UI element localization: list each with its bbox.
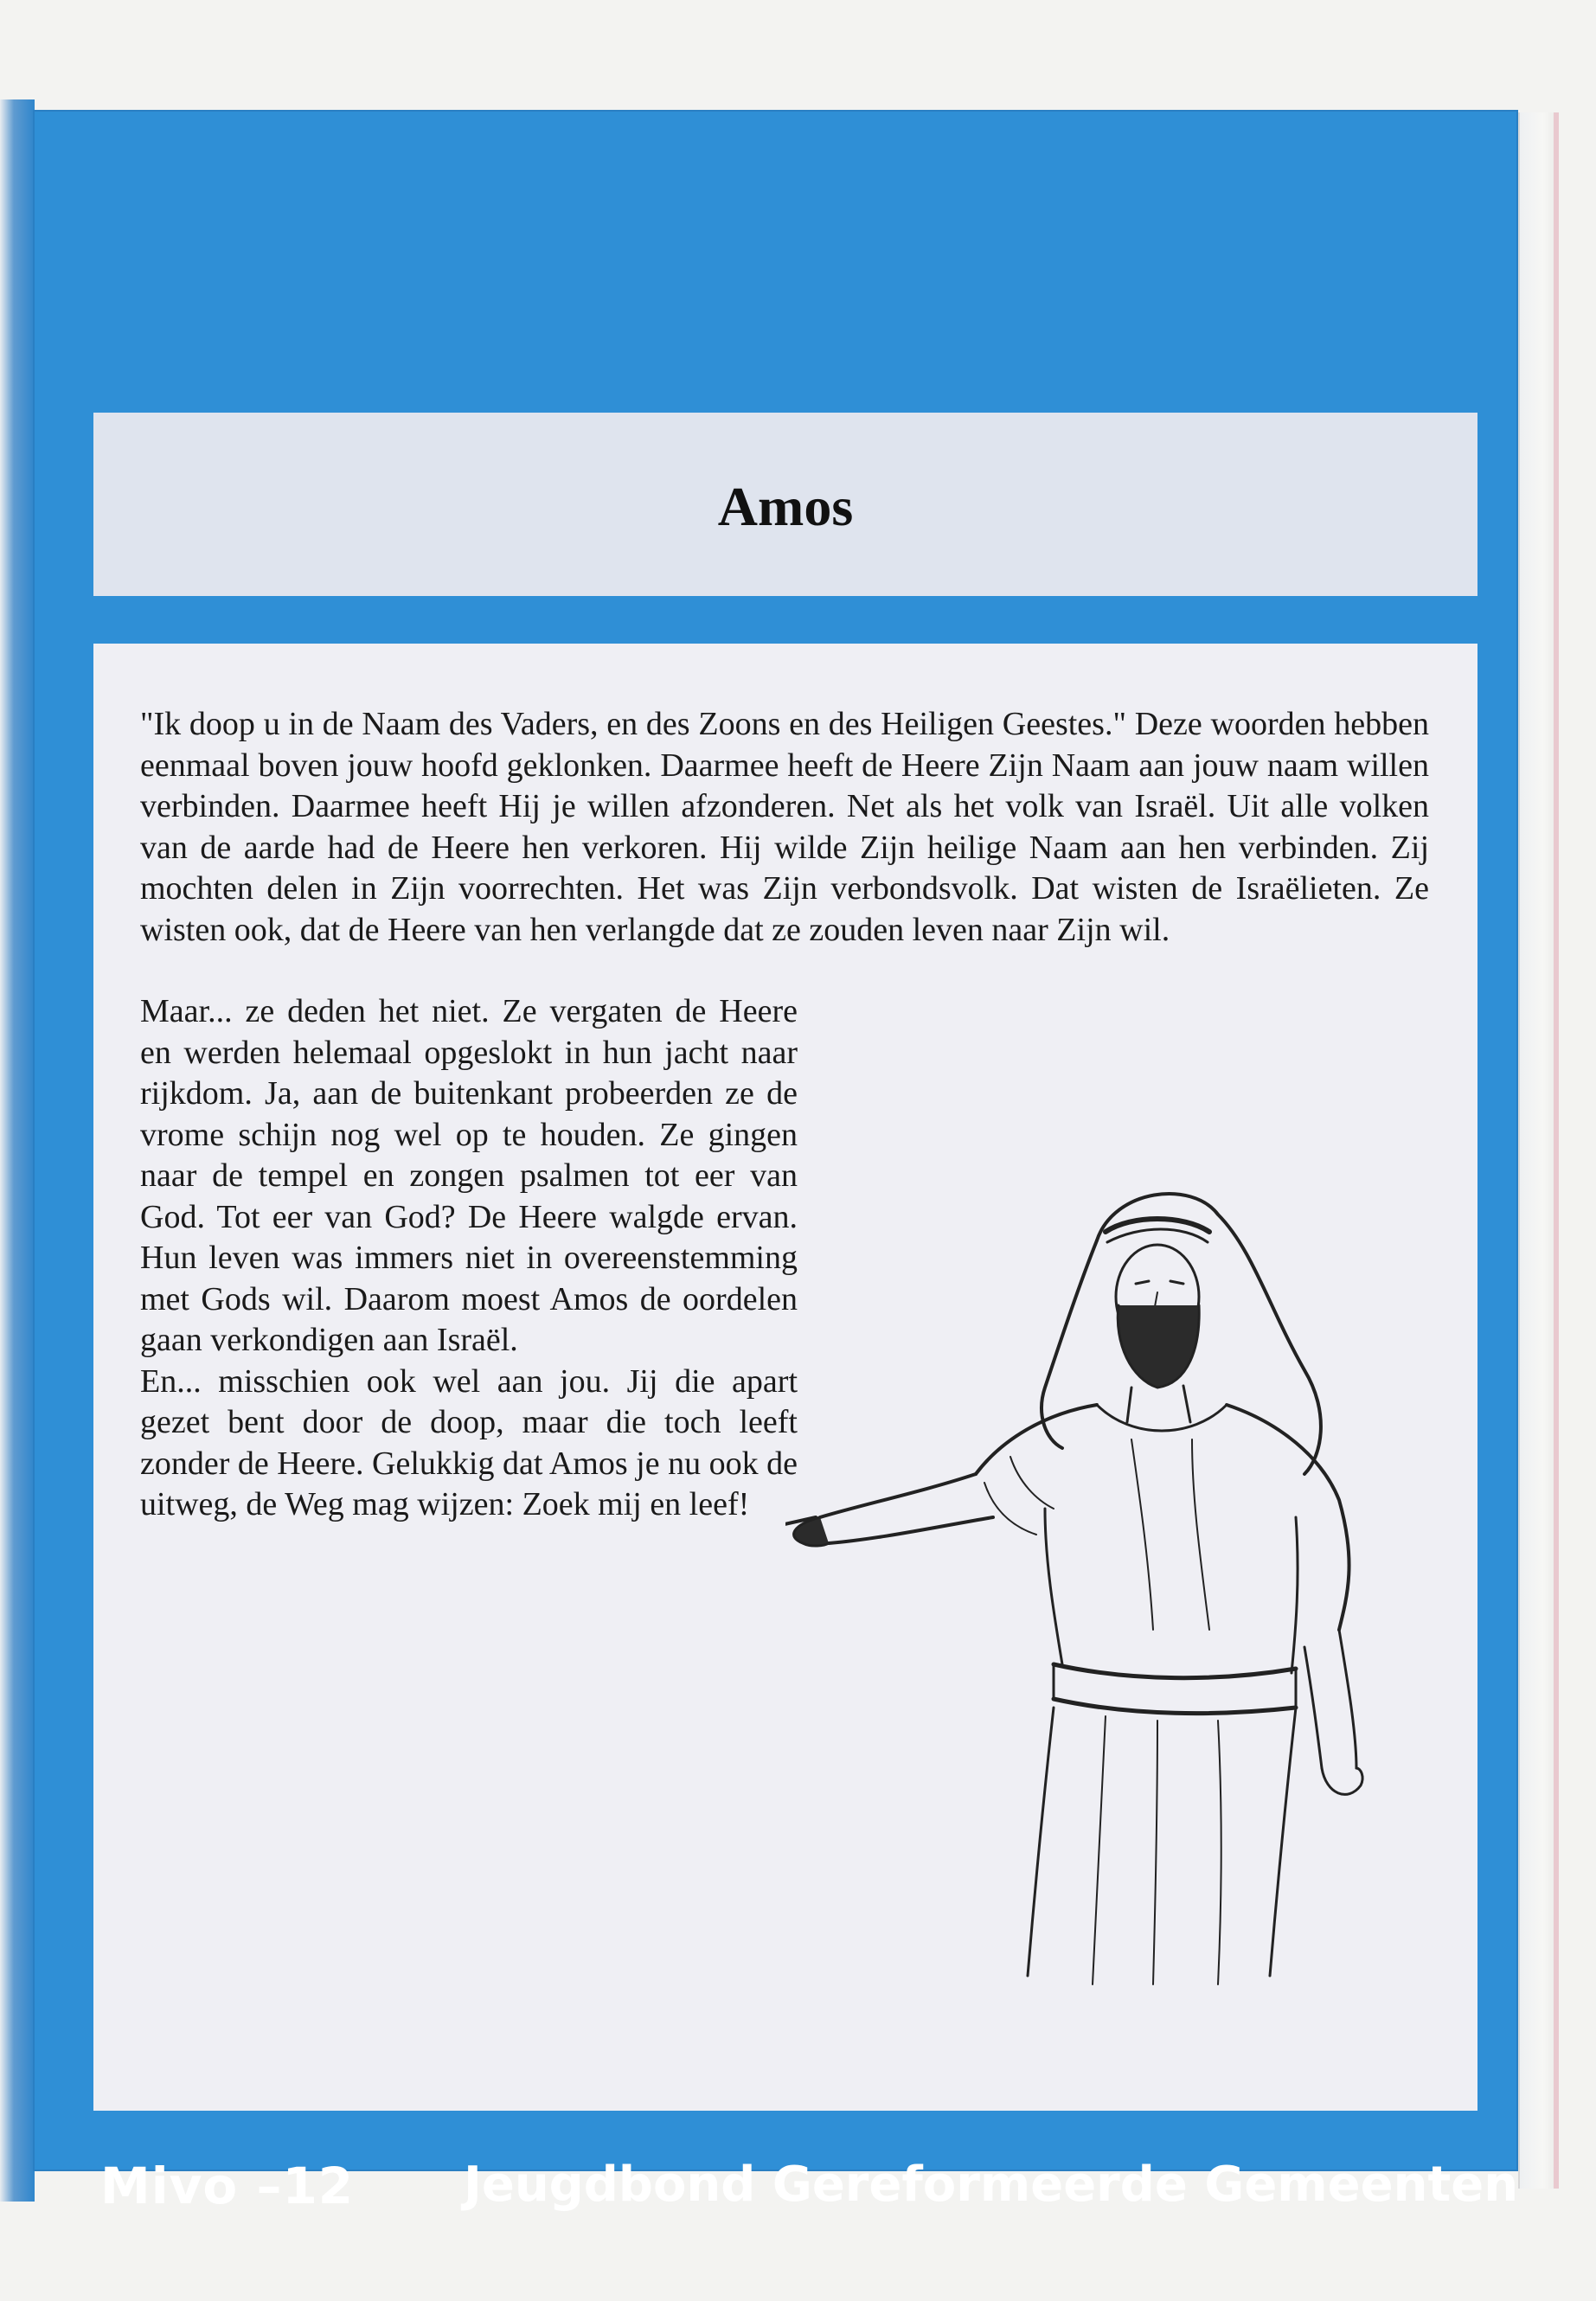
- publisher-label: Jeugdbond Gereformeerde Gemeenten: [464, 2157, 1519, 2213]
- page-edge-tint: [1554, 112, 1559, 2189]
- page-title: Amos: [717, 476, 854, 537]
- footer-band: [66, 2125, 1551, 2255]
- previous-page-edge: [0, 99, 35, 2202]
- title-band: [93, 413, 1477, 596]
- amos-illustration: [785, 1111, 1443, 1993]
- series-label: Mivo –12: [100, 2157, 355, 2215]
- text-panel: [93, 644, 1477, 2111]
- booklet-page: [33, 110, 1519, 2215]
- intro-paragraph: "Ik doop u in de Naam des Vaders, en des Zoons en des Heiligen Geestes." Deze woorden hebben eenmaal boven jouw hoofd geklonken. Daarmee heeft de Heere Zijn Naam aan jouw naam willen verbinden. Daarmee heeft Hij je willen afzonderen. Net als het volk van Israël. Uit alle volken van de aarde had de Heere hen verkoren. Hij wilde Zijn heilige Naam aan hen verbinden. Zij mochten delen in Zijn voorrechten. Het was Zijn verbondsvolk. Dat wisten de Israëlieten. Ze wisten ook, dat de Heere van hen verlangde dat ze zouden leven naar Zijn wil.: [140, 706, 1429, 948]
- next-page-edge: [1518, 112, 1559, 2189]
- column-paragraph: Maar... ze deden het niet. Ze vergaten de Heere en werden helemaal opgeslokt in hun jacht naar rijkdom. Ja, aan de buitenkant probeerden ze de vrome schijn nog wel op te houden. Ze gingen naar de tempel en zongen psalmen tot eer van God. Tot eer van God? De Heere walgde ervan. Hun leven was immers niet in overeenstemming met Gods wil. Daarom moest Amos de oordelen gaan verkondigen aan Israël. En... misschien ook wel aan jou. Jij die apart gezet bent door de doop, maar die toch leeft zonder de Heere. Gelukkig dat Amos je nu ook de uitweg, de Weg mag wijzen: Zoek mij en leef!: [140, 993, 798, 1522]
